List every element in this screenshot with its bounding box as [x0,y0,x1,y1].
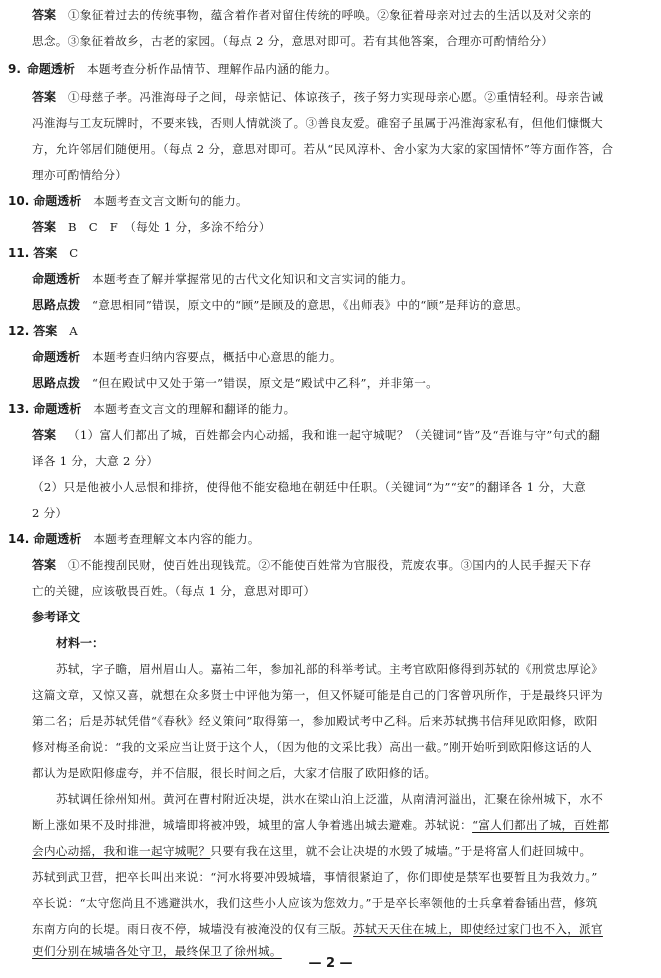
translation-p1-line: 修对梅圣俞说：“我的文采应当让贤于这个人，（因为他的文采比我）高出一截。”刚开始听到欧阳修这话的人 [32,740,592,754]
q13-answer-2: （2）只是他被小人忌恨和排挤，使得他不能安稳地在朝廷中任职。（关键词“为”“安”的翻译各 1 分，大意 [32,480,586,494]
q11-analysis: 命题透析 本题考查了解并掌握常见的古代文化知识和文言实词的能力。 [32,272,414,286]
q8-line-2: 思念。③象征着故乡，古老的家园。（每点 2 分，意思对即可。若有其他答案，合理亦可酌情给分） [32,34,554,48]
underlined-key-sentence: 苏轼天天住在城上，即使经过家门也不入，派官 [353,922,603,936]
q12-hint: 思路点拨 “但在殿试中又处于第一”错误，原文是“殿试中乙科”，并非第一。 [32,376,439,390]
translation-p1-line: 都认为是欧阳修虚夸，并不信服，很长时间之后，大家才信服了欧阳修的话。 [32,766,437,780]
q10-answer: 答案 B C F （每处 1 分，多涂不给分） [32,220,271,234]
translation-p2-line: 苏轼调任徐州知州。黄河在曹村附近决堤，洪水在梁山泊上泛滥，从南清河溢出，汇聚在徐州城下，水不 [56,792,604,806]
underlined-key-sentence: 会内心动摇，我和谁一起守城呢？ [32,844,211,858]
translation-p1-line: 苏轼，字子瞻，眉州眉山人。嘉祐二年，参加礼部的科举考试。主考官欧阳修得到苏轼的《刑赏忠厚论》 [56,662,604,676]
q13-answer-2b: 2 分） [32,506,68,520]
q9-answer-2: 冯淮海与工友玩牌时，不要来钱，否则人情就淡了。③善良友爱。碓窑子虽属于冯淮海家私有，但他们慷慨大 [32,116,603,130]
translation-p2-line: 东南方向的长堤。雨日夜不停，城墙没有被淹没的仅有三版。苏轼天天住在城上，即使经过家门也不入，派官 [32,922,603,936]
translation-p1-line: 第二名；后是苏轼凭借“《春秋》经义策问”取得第一，参加殿试考中乙科。后来苏轼携书信拜见欧阳修，欧阳 [32,714,598,728]
underlined-key-sentence: 吏们分别在城墙各处守卫，最终保卫了徐州城。 [32,944,282,958]
q14-analysis: 14. 命题透析 本题考查理解文本内容的能力。 [8,532,260,546]
translation-p2-line: 苏轼到武卫营，把卒长叫出来说：“河水将要冲毁城墙，事情很紧迫了，你们即使是禁军也要暂且为我效力。” [32,870,598,884]
translation-p1-line: 这篇文章，又惊又喜，就想在众多贤士中评他为第一，但又怀疑可能是自己的门客曾巩所作，于是最终只评为 [32,688,603,702]
translation-p2-line: 会内心动摇，我和谁一起守城呢？只要有我在这里，就不会让决堤的水毁了城墙。”于是将富人们赶回城中。 [0,838,661,864]
q12-analysis: 命题透析 本题考查归纳内容要点，概括中心意思的能力。 [32,350,342,364]
q9-answer-4: 理亦可酌情给分） [32,168,128,182]
material-1-heading: 材料一： [56,636,105,650]
q13-answer-1: 答案 （1）富人们都出了城，百姓都会内心动摇，我和谁一起守城呢？（关键词“皆”及“吾谁与守”句式的翻 [32,428,601,442]
underlined-key-sentence: “富人们都出了城，百姓都 [472,818,610,832]
q14-answer-2: 亡的关键，应该敬畏百姓。（每点 1 分，意思对即可） [32,584,316,598]
q11-hint: 思路点拨 “意思相同”错误，原文中的“顾”是顾及的意思，《出师表》中的“顾”是拜访的意思。 [32,298,528,312]
translation-p2-line: 断上涨如果不及时排泄，城墙即将被冲毁，城里的富人争着逃出城去避难。苏轼说：“富人们都出了城，百姓都 [32,818,610,832]
page-number: — 2 — [308,956,353,971]
q9-answer-1: 答案 ①母慈子孝。冯淮海母子之间，母亲惦记、体谅孩子，孩子努力实现母亲心愿。②重情轻利。母亲告诫 [32,90,604,104]
translation-heading: 参考译文 [32,610,81,624]
translation-p2-line: 卒长说：“太守您尚且不逃避洪水，我们这些小人应该为您效力。”于是卒长率领他的士兵拿着畚锸出营，修筑 [32,896,598,910]
q9-analysis: 9. 命题透析 本题考查分析作品情节、理解作品内涵的能力。 [8,62,337,76]
q14-answer-1: 答案 ①不能搜刮民财，使百姓出现钱荒。②不能使百姓常为官服役，荒废农事。③国内的人民手握天下存 [32,558,592,572]
q13-analysis: 13. 命题透析 本题考查文言文的理解和翻译的能力。 [8,402,296,416]
q10-analysis: 10. 命题透析 本题考查文言文断句的能力。 [8,194,248,208]
q11-answer: 11. 答案 C [8,246,79,260]
q8-line-1: 答案 ①象征着过去的传统事物，蕴含着作者对留住传统的呼唤。②象征着母亲对过去的生活以及对父亲的 [0,2,661,28]
q13-answer-1b: 译各 1 分，大意 2 分） [32,454,159,468]
q12-answer: 12. 答案 A [8,324,78,338]
q9-answer-3: 方，允许邻居们随便用。（每点 2 分，意思对即可。若从“民风淳朴、舍小家为大家的家国情怀”等方面作答，合 [32,142,614,156]
answer-label: 答案 [32,8,57,22]
